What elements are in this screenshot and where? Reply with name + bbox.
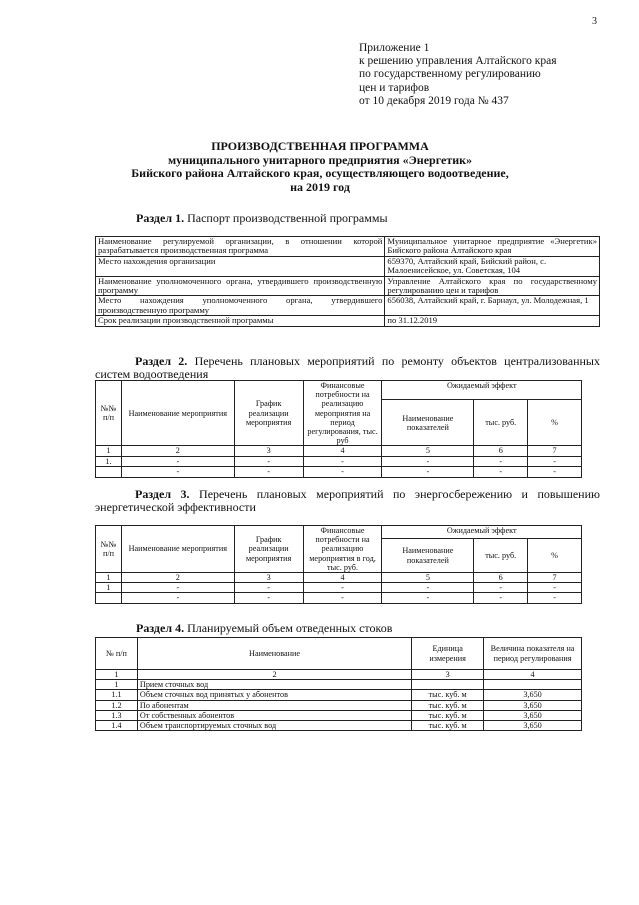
cell: -: [234, 466, 303, 477]
cell: тыс. куб. м: [412, 700, 484, 710]
cell: тыс. куб. м: [412, 710, 484, 720]
cell: тыс. куб. м: [412, 690, 484, 700]
col-unit: Единица измерения: [412, 638, 484, 670]
cell: 1: [96, 583, 122, 593]
title-line: Бийского района Алтайского края, осуществляющего водоотведение,: [131, 166, 509, 180]
table-row: [96, 700, 582, 710]
col-num: №№ п/п: [96, 381, 122, 446]
appendix-block: [359, 42, 557, 108]
title-line: на 2019 год: [290, 179, 350, 194]
cell: 3,650: [484, 710, 582, 720]
cell: 5: [382, 446, 474, 456]
section2-title: Перечень плановых мероприятий по ремонту объектов централизованных систем водоотведения: [95, 354, 600, 381]
cell: 1.: [96, 456, 122, 466]
passport-value: 659370, Алтайский край, Бийский район, с. Малоенисейское, ул. Советская, 104: [385, 256, 600, 276]
col-name: Наименование мероприятия: [121, 381, 234, 446]
table-row: [96, 256, 600, 276]
cell: -: [234, 456, 303, 466]
table-row: [96, 237, 600, 257]
cell: -: [121, 593, 234, 604]
col-schedule: График реализации мероприятия: [234, 526, 303, 573]
energy-measures-table: [95, 525, 582, 604]
section4-heading: [136, 622, 392, 635]
cell: -: [382, 583, 474, 593]
cell: -: [474, 456, 528, 466]
table-row: [96, 296, 600, 316]
table-row: [96, 710, 582, 720]
passport-name: Место нахождения организации: [96, 256, 385, 276]
cell: -: [234, 583, 303, 593]
cell: 1.4: [96, 721, 138, 731]
cell: -: [382, 466, 474, 477]
cell: Объем сточных вод принятых у абонентов: [137, 690, 411, 700]
cell: тыс. куб. м: [412, 721, 484, 731]
table-row: [96, 670, 582, 680]
section1-title: Паспорт производственной программы: [187, 211, 388, 225]
cell: -: [121, 456, 234, 466]
table-row: [96, 276, 600, 296]
appendix-line: Приложение 1: [359, 42, 430, 54]
cell: -: [528, 466, 582, 477]
passport-name: Место нахождения уполномоченного органа, утвердившего производственную программу: [96, 296, 385, 316]
passport-value: Управление Алтайского края по государственному регулированию цен и тарифов: [385, 276, 600, 296]
col-name: Наименование мероприятия: [121, 526, 234, 573]
cell: От собственных абонентов: [137, 710, 411, 720]
col-indicator: Наименование показателей: [382, 400, 474, 446]
cell: [412, 680, 484, 690]
cell: -: [234, 593, 303, 604]
page-number: 3: [592, 16, 597, 27]
col-effect: Ожидаемый эффект: [382, 381, 582, 400]
table-row: [96, 456, 582, 466]
repair-measures-table: [95, 380, 582, 478]
cell: 7: [528, 446, 582, 456]
cell: 3: [234, 573, 303, 583]
cell: -: [528, 593, 582, 604]
passport-name: Наименование уполномоченного органа, утвердившего производственную программу: [96, 276, 385, 296]
section2-heading: [95, 355, 600, 381]
title-line: ПРОИЗВОДСТВЕННАЯ ПРОГРАММА: [211, 139, 429, 153]
col-pct: %: [528, 400, 582, 446]
passport-value: 656038, Алтайский край, г. Барнаул, ул. Молодежная, 1: [385, 296, 600, 316]
col-pct: %: [528, 539, 582, 573]
appendix-line: цен и тарифов: [359, 81, 430, 94]
section3-title: Перечень плановых мероприятий по энергосбережению и повышению энергетической эффективности: [95, 487, 600, 514]
cell: 2: [121, 446, 234, 456]
col-value: Величина показателя на период регулирования: [484, 638, 582, 670]
col-indicator: Наименование показателей: [382, 539, 474, 573]
cell: 5: [382, 573, 474, 583]
cell: -: [474, 593, 528, 604]
appendix-line: от 10 декабря 2019 года № 437: [359, 94, 509, 107]
cell: 1: [96, 670, 138, 680]
passport-value: Муниципальное унитарное предприятие «Энергетик» Бийского района Алтайского края: [385, 237, 600, 257]
section1-heading: [136, 212, 388, 225]
passport-name: Срок реализации производственной программы: [96, 316, 385, 326]
cell: 1.3: [96, 710, 138, 720]
cell: [96, 593, 122, 604]
col-schedule: График реализации мероприятия: [234, 381, 303, 446]
cell: -: [303, 583, 382, 593]
col-rub: тыс. руб.: [474, 400, 528, 446]
col-name: Наименование: [137, 638, 411, 670]
table-row: [96, 593, 582, 604]
cell: 3: [412, 670, 484, 680]
cell: 1: [96, 446, 122, 456]
cell: 3: [234, 446, 303, 456]
cell: 4: [303, 573, 382, 583]
col-finance: Финансовые потребности на реализацию мероприятия в год, тыс. руб.: [303, 526, 382, 573]
wastewater-volume-table: [95, 637, 582, 731]
table-row: [96, 316, 600, 326]
table-row: [96, 680, 582, 690]
cell: -: [474, 466, 528, 477]
cell: -: [382, 593, 474, 604]
passport-name: Наименование регулируемой организации, в отношении которой разрабатывается производственная программа: [96, 237, 385, 257]
cell: 1.1: [96, 690, 138, 700]
passport-value: по 31.12.2019: [385, 316, 600, 326]
cell: -: [474, 583, 528, 593]
section2-label: Раздел 2.: [135, 354, 188, 368]
cell: 4: [484, 670, 582, 680]
cell: -: [303, 456, 382, 466]
section3-label: Раздел 3.: [135, 487, 190, 501]
cell: Прием сточных вод: [137, 680, 411, 690]
cell: 6: [474, 446, 528, 456]
cell: 3,650: [484, 721, 582, 731]
cell: -: [303, 593, 382, 604]
cell: 2: [137, 670, 411, 680]
cell: 1: [96, 680, 138, 690]
col-num: №№ п/п: [96, 526, 122, 573]
title-line: муниципального унитарного предприятия «Энергетик»: [167, 152, 473, 167]
table-row: [96, 573, 582, 583]
cell: -: [382, 456, 474, 466]
cell: -: [121, 583, 234, 593]
cell: 3,650: [484, 690, 582, 700]
cell: 3,650: [484, 700, 582, 710]
cell: -: [303, 466, 382, 477]
appendix-line: по государственному регулированию: [359, 68, 541, 81]
cell: Объем транспортируемых сточных вод: [137, 721, 411, 731]
section4-title: Планируемый объем отведенных стоков: [187, 621, 393, 635]
table-row: [96, 583, 582, 593]
cell: -: [528, 583, 582, 593]
cell: 1: [96, 573, 122, 583]
cell: -: [121, 466, 234, 477]
appendix-line: к решению управления Алтайского края: [359, 55, 557, 68]
cell: [484, 680, 582, 690]
col-rub: тыс. руб.: [474, 539, 528, 573]
document-title: [60, 140, 580, 194]
table-row: [96, 466, 582, 477]
section1-label: Раздел 1.: [136, 211, 185, 225]
cell: 6: [474, 573, 528, 583]
col-num: № п/п: [96, 638, 138, 670]
cell: -: [528, 456, 582, 466]
col-effect: Ожидаемый эффект: [382, 526, 582, 539]
passport-table: [95, 236, 600, 327]
cell: 7: [528, 573, 582, 583]
table-row: [96, 446, 582, 456]
cell: [96, 466, 122, 477]
col-finance: Финансовые потребности на реализацию мероприятия на период регулирования, тыс. руб: [303, 381, 382, 446]
cell: По абонентам: [137, 700, 411, 710]
cell: 2: [121, 573, 234, 583]
section3-heading: [95, 488, 600, 514]
section4-label: Раздел 4.: [136, 621, 185, 635]
table-row: [96, 690, 582, 700]
cell: 1.2: [96, 700, 138, 710]
cell: 4: [303, 446, 382, 456]
table-row: [96, 721, 582, 731]
